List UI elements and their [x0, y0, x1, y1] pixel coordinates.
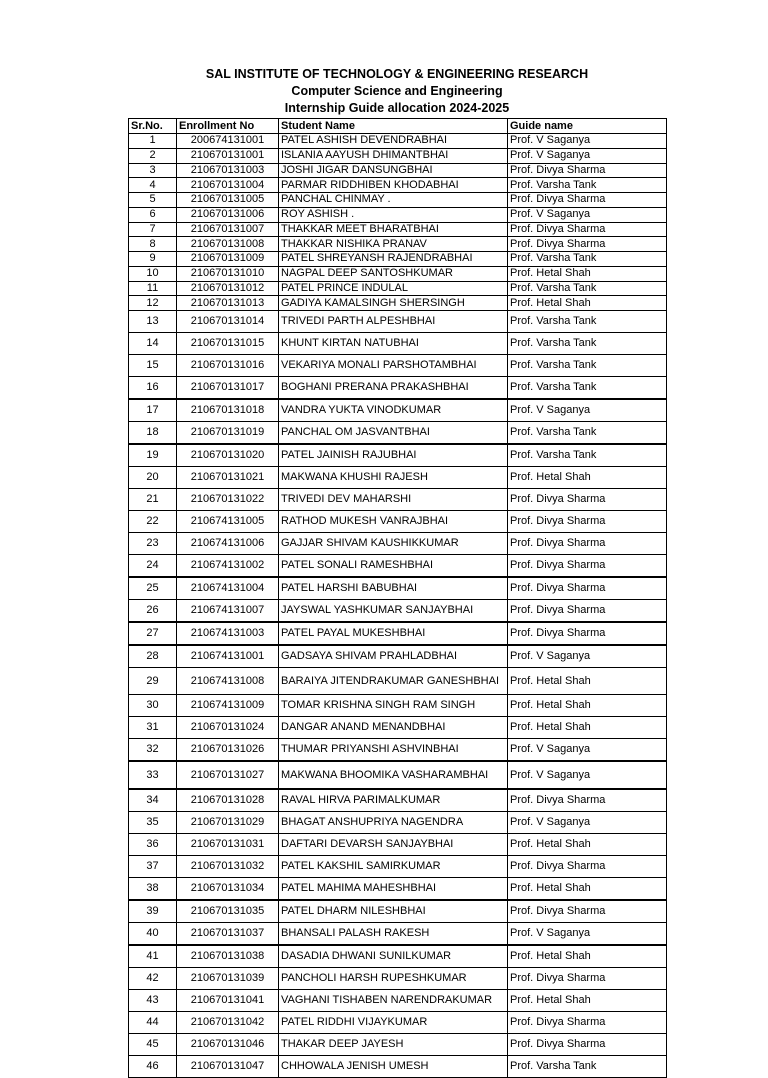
cell-guide-name: Prof. Divya Sharma: [508, 193, 667, 208]
cell-enrollment-no: 200674131001: [177, 134, 279, 149]
table-row: [129, 422, 667, 445]
table-row: [129, 222, 667, 237]
cell-enrollment-no: 210670131008: [177, 237, 279, 252]
cell-guide-name: Prof. Divya Sharma: [508, 856, 667, 878]
cell-student-name: MAKWANA BHOOMIKA VASHARAMBHAI: [279, 761, 508, 789]
cell-guide-name: Prof. Hetal Shah: [508, 878, 667, 901]
col-header-sr-no: Sr.No.: [129, 119, 177, 134]
table-row: [129, 1056, 667, 1078]
cell-guide-name: Prof. Divya Sharma: [508, 577, 667, 600]
document-title: Internship Guide allocation 2024-2025: [284, 101, 510, 115]
cell-enrollment-no: 210674131003: [177, 622, 279, 645]
cell-guide-name: Prof. Hetal Shah: [508, 945, 667, 968]
table-row: [129, 178, 667, 193]
cell-sr-no: 15: [129, 355, 177, 377]
table-row: [129, 789, 667, 812]
cell-guide-name: Prof. V Saganya: [508, 761, 667, 789]
cell-student-name: JAYSWAL YASHKUMAR SANJAYBHAI: [279, 600, 508, 623]
cell-sr-no: 24: [129, 555, 177, 578]
table-row: [129, 812, 667, 834]
cell-enrollment-no: 210670131027: [177, 761, 279, 789]
cell-enrollment-no: 210670131004: [177, 178, 279, 193]
cell-student-name: PATEL DHARM NILESHBHAI: [279, 900, 508, 923]
cell-guide-name: Prof. Divya Sharma: [508, 600, 667, 623]
table-row: [129, 622, 667, 645]
allocation-table: [128, 118, 667, 1078]
table-row: [129, 739, 667, 762]
cell-guide-name: Prof. V Saganya: [508, 207, 667, 222]
cell-enrollment-no: 210670131041: [177, 990, 279, 1012]
cell-sr-no: 14: [129, 333, 177, 355]
institute-name: SAL INSTITUTE OF TECHNOLOGY & ENGINEERING RESEARCH: [205, 67, 589, 81]
cell-enrollment-no: 210670131028: [177, 789, 279, 812]
table-row: [129, 878, 667, 901]
cell-sr-no: 41: [129, 945, 177, 968]
cell-sr-no: 26: [129, 600, 177, 623]
document-header: [128, 66, 666, 117]
cell-sr-no: 45: [129, 1034, 177, 1056]
cell-sr-no: 4: [129, 178, 177, 193]
table-row: [129, 237, 667, 252]
table-row: [129, 148, 667, 163]
cell-student-name: CHHOWALA JENISH UMESH: [279, 1056, 508, 1078]
cell-enrollment-no: 210670131034: [177, 878, 279, 901]
cell-student-name: GAJJAR SHIVAM KAUSHIKKUMAR: [279, 533, 508, 555]
cell-enrollment-no: 210674131001: [177, 645, 279, 668]
table-row: [129, 856, 667, 878]
cell-guide-name: Prof. Varsha Tank: [508, 178, 667, 193]
cell-enrollment-no: 210670131001: [177, 148, 279, 163]
cell-enrollment-no: 210670131015: [177, 333, 279, 355]
cell-guide-name: Prof. Divya Sharma: [508, 900, 667, 923]
cell-guide-name: Prof. Divya Sharma: [508, 1034, 667, 1056]
cell-student-name: PATEL RIDDHI VIJAYKUMAR: [279, 1012, 508, 1034]
table-row: [129, 489, 667, 511]
cell-guide-name: Prof. Hetal Shah: [508, 296, 667, 311]
cell-enrollment-no: 210670131007: [177, 222, 279, 237]
cell-student-name: GADSAYA SHIVAM PRAHLADBHAI: [279, 645, 508, 668]
cell-guide-name: Prof. Divya Sharma: [508, 222, 667, 237]
table-row: [129, 311, 667, 333]
cell-sr-no: 34: [129, 789, 177, 812]
cell-guide-name: Prof. Hetal Shah: [508, 717, 667, 739]
cell-sr-no: 21: [129, 489, 177, 511]
cell-sr-no: 3: [129, 163, 177, 178]
cell-sr-no: 28: [129, 645, 177, 668]
cell-enrollment-no: 210670131022: [177, 489, 279, 511]
table-row: [129, 399, 667, 422]
cell-sr-no: 10: [129, 266, 177, 281]
cell-sr-no: 5: [129, 193, 177, 208]
cell-enrollment-no: 210670131039: [177, 968, 279, 990]
cell-student-name: VEKARIYA MONALI PARSHOTAMBHAI: [279, 355, 508, 377]
cell-student-name: PANCHAL CHINMAY .: [279, 193, 508, 208]
cell-enrollment-no: 210670131031: [177, 834, 279, 856]
cell-sr-no: 25: [129, 577, 177, 600]
cell-enrollment-no: 210670131010: [177, 266, 279, 281]
cell-enrollment-no: 210670131017: [177, 377, 279, 400]
cell-enrollment-no: 210670131006: [177, 207, 279, 222]
table-row: [129, 695, 667, 717]
cell-enrollment-no: 210670131037: [177, 923, 279, 946]
cell-student-name: PATEL JAINISH RAJUBHAI: [279, 444, 508, 467]
cell-enrollment-no: 210670131019: [177, 422, 279, 445]
cell-student-name: DASADIA DHWANI SUNILKUMAR: [279, 945, 508, 968]
cell-enrollment-no: 210670131046: [177, 1034, 279, 1056]
cell-enrollment-no: 210674131004: [177, 577, 279, 600]
cell-student-name: TRIVEDI PARTH ALPESHBHAI: [279, 311, 508, 333]
cell-student-name: ISLANIA AAYUSH DHIMANTBHAI: [279, 148, 508, 163]
cell-student-name: PATEL PAYAL MUKESHBHAI: [279, 622, 508, 645]
table-row: [129, 163, 667, 178]
table-row: [129, 834, 667, 856]
cell-guide-name: Prof. Divya Sharma: [508, 163, 667, 178]
cell-student-name: BOGHANI PRERANA PRAKASHBHAI: [279, 377, 508, 400]
cell-enrollment-no: 210670131042: [177, 1012, 279, 1034]
department-name: Computer Science and Engineering: [291, 84, 503, 98]
cell-student-name: RAVAL HIRVA PARIMALKUMAR: [279, 789, 508, 812]
cell-enrollment-no: 210670131020: [177, 444, 279, 467]
cell-guide-name: Prof. Divya Sharma: [508, 968, 667, 990]
cell-enrollment-no: 210670131003: [177, 163, 279, 178]
cell-student-name: PATEL SONALI RAMESHBHAI: [279, 555, 508, 578]
cell-sr-no: 27: [129, 622, 177, 645]
table-row: [129, 252, 667, 267]
cell-guide-name: Prof. V Saganya: [508, 645, 667, 668]
table-row: [129, 968, 667, 990]
cell-student-name: PATEL HARSHI BABUBHAI: [279, 577, 508, 600]
table-row: [129, 467, 667, 489]
cell-sr-no: 17: [129, 399, 177, 422]
cell-guide-name: Prof. V Saganya: [508, 148, 667, 163]
table-row: [129, 555, 667, 578]
cell-sr-no: 8: [129, 237, 177, 252]
cell-guide-name: Prof. V Saganya: [508, 739, 667, 762]
cell-sr-no: 33: [129, 761, 177, 789]
cell-enrollment-no: 210670131009: [177, 252, 279, 267]
cell-enrollment-no: 210674131002: [177, 555, 279, 578]
cell-guide-name: Prof. Hetal Shah: [508, 695, 667, 717]
cell-enrollment-no: 210670131047: [177, 1056, 279, 1078]
cell-enrollment-no: 210670131018: [177, 399, 279, 422]
cell-student-name: TOMAR KRISHNA SINGH RAM SINGH: [279, 695, 508, 717]
cell-sr-no: 42: [129, 968, 177, 990]
cell-sr-no: 6: [129, 207, 177, 222]
table-row: [129, 444, 667, 467]
table-row: [129, 668, 667, 695]
cell-student-name: PANCHAL OM JASVANTBHAI: [279, 422, 508, 445]
cell-enrollment-no: 210674131009: [177, 695, 279, 717]
table-row: [129, 990, 667, 1012]
cell-enrollment-no: 210670131038: [177, 945, 279, 968]
cell-student-name: DANGAR ANAND MENANDBHAI: [279, 717, 508, 739]
cell-enrollment-no: 210670131005: [177, 193, 279, 208]
cell-sr-no: 20: [129, 467, 177, 489]
table-row: [129, 645, 667, 668]
cell-student-name: PATEL SHREYANSH RAJENDRABHAI: [279, 252, 508, 267]
cell-guide-name: Prof. Varsha Tank: [508, 252, 667, 267]
table-row: [129, 333, 667, 355]
cell-enrollment-no: 210670131013: [177, 296, 279, 311]
cell-student-name: THAKKAR NISHIKA PRANAV: [279, 237, 508, 252]
cell-guide-name: Prof. Hetal Shah: [508, 668, 667, 695]
table-row: [129, 207, 667, 222]
cell-student-name: VAGHANI TISHABEN NARENDRAKUMAR: [279, 990, 508, 1012]
cell-student-name: PATEL KAKSHIL SAMIRKUMAR: [279, 856, 508, 878]
cell-guide-name: Prof. Varsha Tank: [508, 377, 667, 400]
cell-enrollment-no: 210670131016: [177, 355, 279, 377]
cell-enrollment-no: 210674131007: [177, 600, 279, 623]
cell-guide-name: Prof. Divya Sharma: [508, 622, 667, 645]
cell-sr-no: 19: [129, 444, 177, 467]
cell-sr-no: 39: [129, 900, 177, 923]
cell-sr-no: 44: [129, 1012, 177, 1034]
cell-student-name: BHANSALI PALASH RAKESH: [279, 923, 508, 946]
cell-student-name: VANDRA YUKTA VINODKUMAR: [279, 399, 508, 422]
cell-sr-no: 32: [129, 739, 177, 762]
table-row: [129, 355, 667, 377]
col-header-student-name: Student Name: [279, 119, 508, 134]
cell-guide-name: Prof. Varsha Tank: [508, 1056, 667, 1078]
cell-student-name: THUMAR PRIYANSHI ASHVINBHAI: [279, 739, 508, 762]
table-row: [129, 296, 667, 311]
cell-sr-no: 31: [129, 717, 177, 739]
cell-sr-no: 36: [129, 834, 177, 856]
table-row: [129, 377, 667, 400]
cell-sr-no: 35: [129, 812, 177, 834]
cell-sr-no: 40: [129, 923, 177, 946]
cell-student-name: THAKAR DEEP JAYESH: [279, 1034, 508, 1056]
table-row: [129, 193, 667, 208]
cell-student-name: NAGPAL DEEP SANTOSHKUMAR: [279, 266, 508, 281]
cell-student-name: BARAIYA JITENDRAKUMAR GANESHBHAI: [279, 668, 508, 695]
cell-enrollment-no: 210670131029: [177, 812, 279, 834]
cell-guide-name: Prof. Varsha Tank: [508, 311, 667, 333]
cell-sr-no: 46: [129, 1056, 177, 1078]
cell-sr-no: 22: [129, 511, 177, 533]
cell-sr-no: 12: [129, 296, 177, 311]
cell-student-name: PATEL PRINCE INDULAL: [279, 281, 508, 296]
table-row: [129, 761, 667, 789]
cell-sr-no: 30: [129, 695, 177, 717]
cell-student-name: PANCHOLI HARSH RUPESHKUMAR: [279, 968, 508, 990]
cell-student-name: ROY ASHISH .: [279, 207, 508, 222]
cell-student-name: PATEL MAHIMA MAHESHBHAI: [279, 878, 508, 901]
table-row: [129, 134, 667, 149]
table-row: [129, 1034, 667, 1056]
table-row: [129, 600, 667, 623]
table-row: [129, 533, 667, 555]
cell-enrollment-no: 210670131035: [177, 900, 279, 923]
cell-sr-no: 9: [129, 252, 177, 267]
cell-enrollment-no: 210670131014: [177, 311, 279, 333]
cell-student-name: TRIVEDI DEV MAHARSHI: [279, 489, 508, 511]
cell-student-name: KHUNT KIRTAN NATUBHAI: [279, 333, 508, 355]
cell-enrollment-no: 210674131008: [177, 668, 279, 695]
cell-sr-no: 18: [129, 422, 177, 445]
cell-guide-name: Prof. Hetal Shah: [508, 990, 667, 1012]
cell-guide-name: Prof. V Saganya: [508, 134, 667, 149]
cell-student-name: PATEL ASHISH DEVENDRABHAI: [279, 134, 508, 149]
cell-student-name: DAFTARI DEVARSH SANJAYBHAI: [279, 834, 508, 856]
cell-student-name: THAKKAR MEET BHARATBHAI: [279, 222, 508, 237]
cell-sr-no: 23: [129, 533, 177, 555]
cell-sr-no: 43: [129, 990, 177, 1012]
cell-enrollment-no: 210674131005: [177, 511, 279, 533]
cell-guide-name: Prof. V Saganya: [508, 812, 667, 834]
cell-student-name: BHAGAT ANSHUPRIYA NAGENDRA: [279, 812, 508, 834]
table-row: [129, 577, 667, 600]
cell-guide-name: Prof. Divya Sharma: [508, 489, 667, 511]
table-row: [129, 900, 667, 923]
table-row: [129, 923, 667, 946]
cell-guide-name: Prof. Varsha Tank: [508, 333, 667, 355]
cell-guide-name: Prof. Varsha Tank: [508, 281, 667, 296]
cell-guide-name: Prof. Varsha Tank: [508, 355, 667, 377]
cell-enrollment-no: 210670131032: [177, 856, 279, 878]
cell-sr-no: 13: [129, 311, 177, 333]
table-row: [129, 717, 667, 739]
cell-student-name: MAKWANA KHUSHI RAJESH: [279, 467, 508, 489]
cell-guide-name: Prof. Divya Sharma: [508, 511, 667, 533]
cell-sr-no: 37: [129, 856, 177, 878]
cell-guide-name: Prof. Hetal Shah: [508, 467, 667, 489]
col-header-enrollment: Enrollment No: [177, 119, 279, 134]
cell-guide-name: Prof. Divya Sharma: [508, 533, 667, 555]
table-row: [129, 945, 667, 968]
cell-enrollment-no: 210674131006: [177, 533, 279, 555]
cell-guide-name: Prof. Varsha Tank: [508, 422, 667, 445]
cell-enrollment-no: 210670131026: [177, 739, 279, 762]
cell-guide-name: Prof. V Saganya: [508, 399, 667, 422]
cell-guide-name: Prof. Varsha Tank: [508, 444, 667, 467]
cell-guide-name: Prof. Divya Sharma: [508, 237, 667, 252]
cell-student-name: PARMAR RIDDHIBEN KHODABHAI: [279, 178, 508, 193]
cell-guide-name: Prof. Divya Sharma: [508, 555, 667, 578]
cell-sr-no: 1: [129, 134, 177, 149]
cell-sr-no: 7: [129, 222, 177, 237]
cell-sr-no: 2: [129, 148, 177, 163]
cell-enrollment-no: 210670131024: [177, 717, 279, 739]
table-row: [129, 281, 667, 296]
col-header-guide-name: Guide name: [508, 119, 667, 134]
table-row: [129, 1012, 667, 1034]
cell-guide-name: Prof. Hetal Shah: [508, 266, 667, 281]
cell-guide-name: Prof. Divya Sharma: [508, 1012, 667, 1034]
cell-guide-name: Prof. V Saganya: [508, 923, 667, 946]
cell-enrollment-no: 210670131012: [177, 281, 279, 296]
cell-guide-name: Prof. Divya Sharma: [508, 789, 667, 812]
cell-enrollment-no: 210670131021: [177, 467, 279, 489]
cell-student-name: RATHOD MUKESH VANRAJBHAI: [279, 511, 508, 533]
cell-guide-name: Prof. Hetal Shah: [508, 834, 667, 856]
cell-sr-no: 38: [129, 878, 177, 901]
table-row: [129, 266, 667, 281]
cell-student-name: GADIYA KAMALSINGH SHERSINGH: [279, 296, 508, 311]
cell-sr-no: 16: [129, 377, 177, 400]
cell-student-name: JOSHI JIGAR DANSUNGBHAI: [279, 163, 508, 178]
table-header-row: [129, 119, 667, 134]
cell-sr-no: 29: [129, 668, 177, 695]
table-row: [129, 511, 667, 533]
cell-sr-no: 11: [129, 281, 177, 296]
